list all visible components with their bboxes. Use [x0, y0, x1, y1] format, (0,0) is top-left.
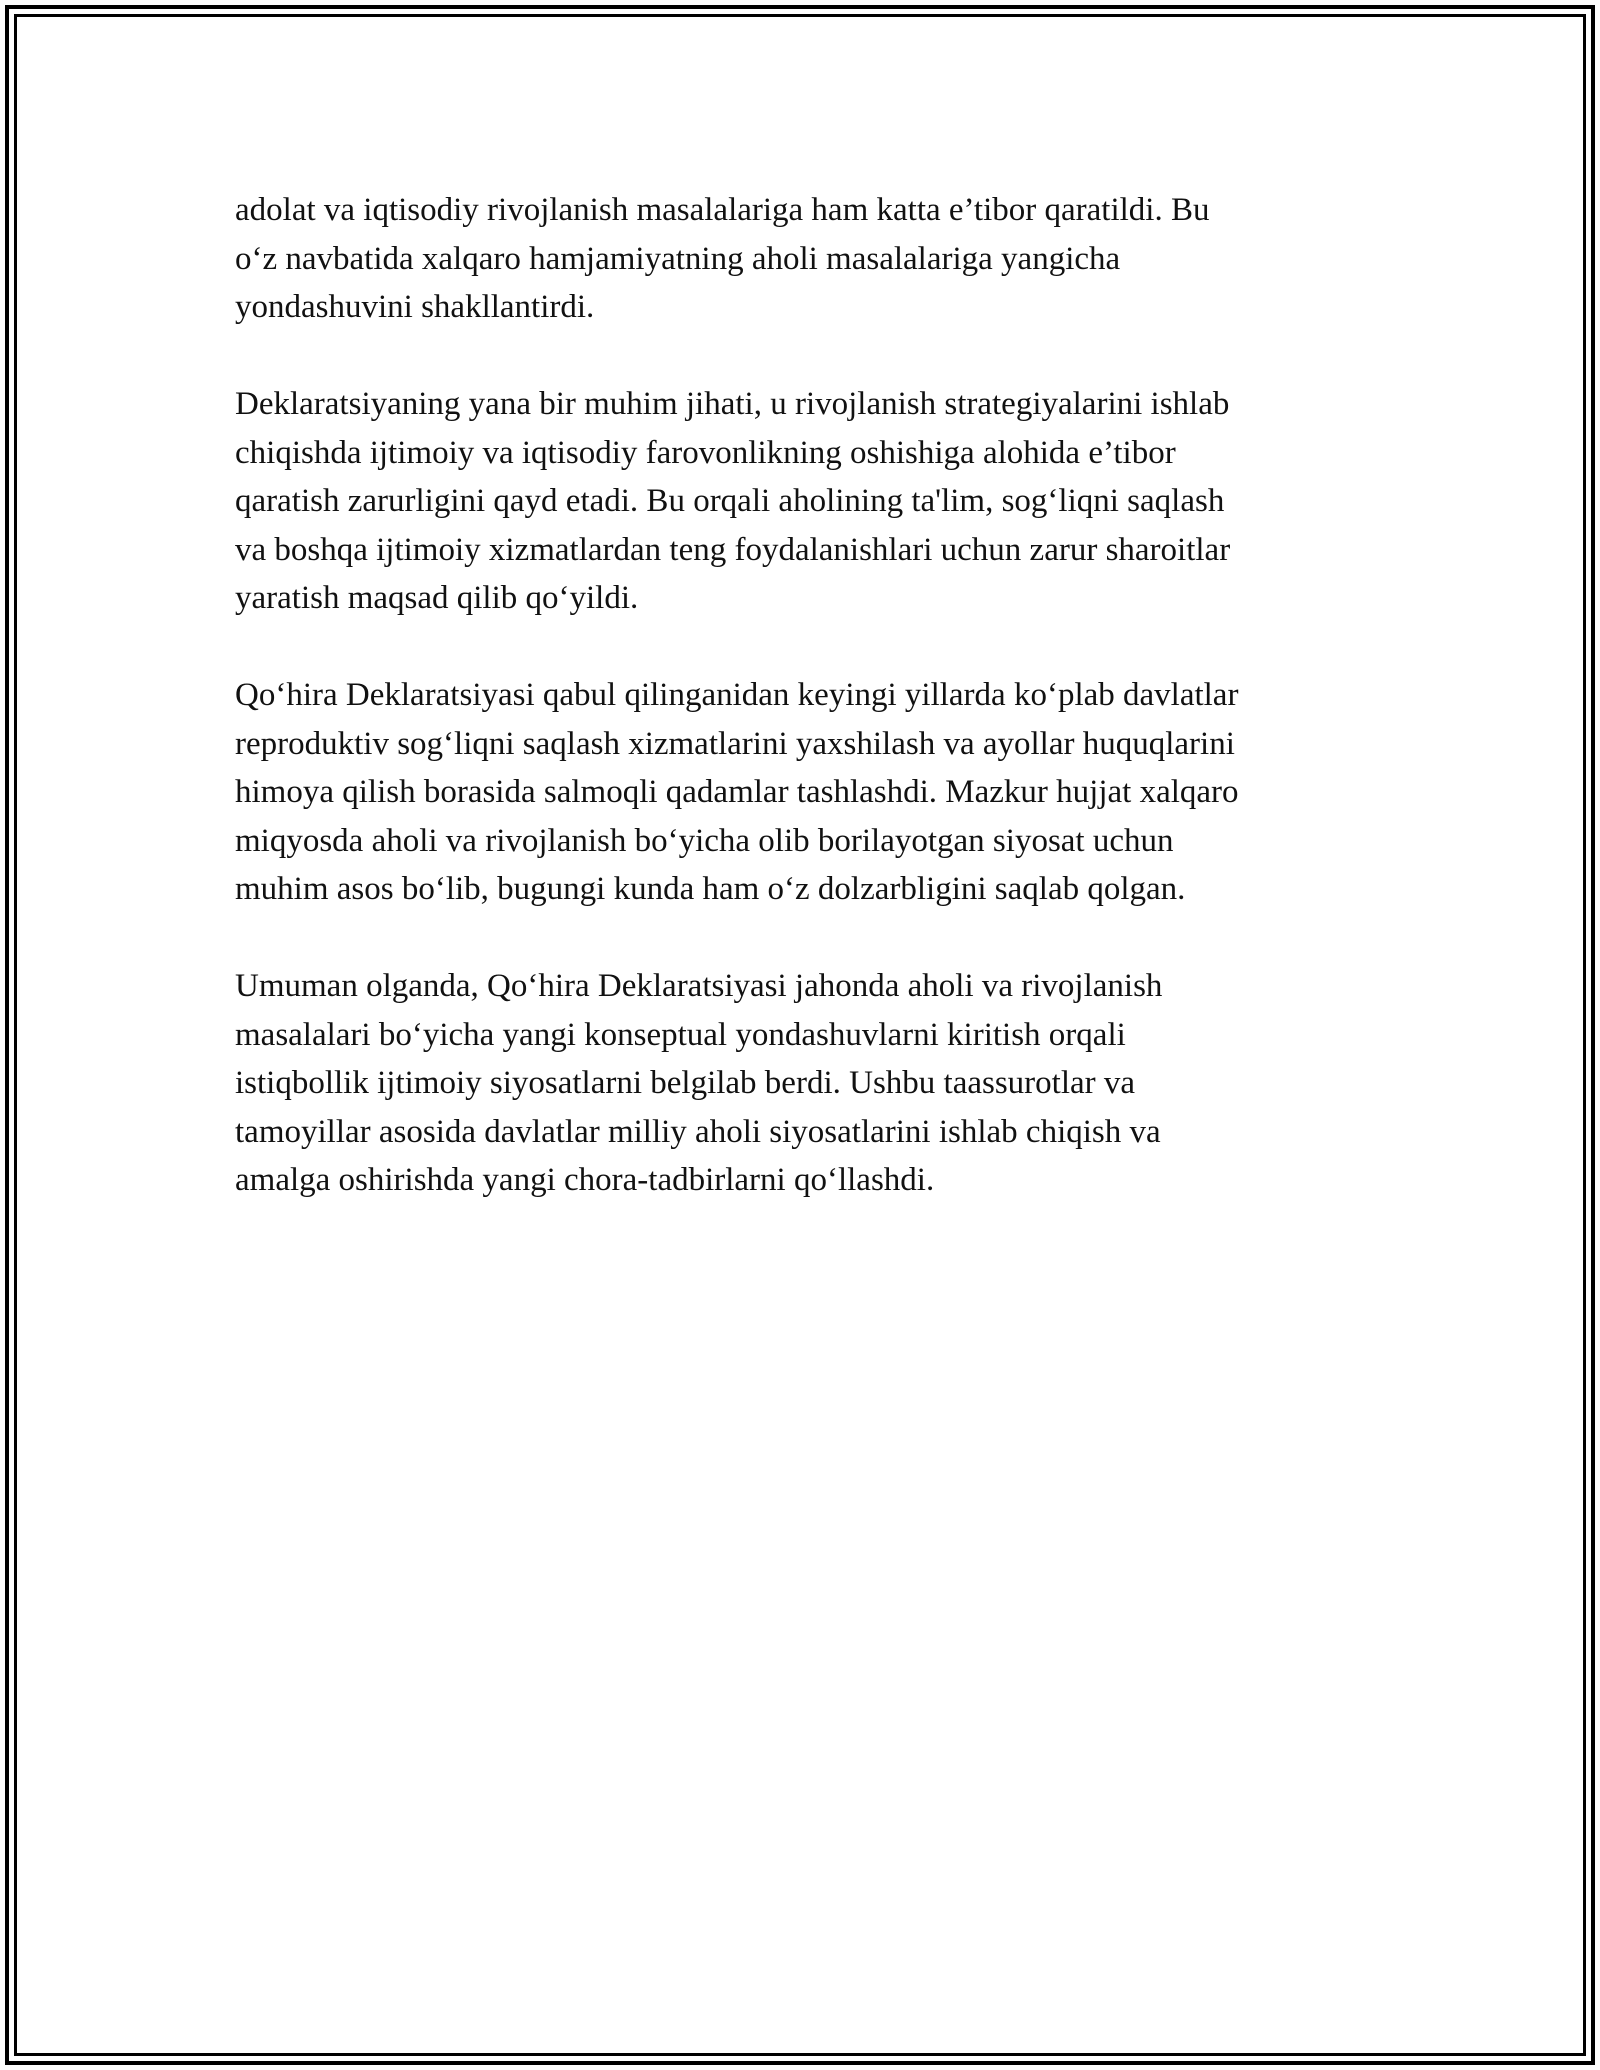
paragraph-1: adolat va iqtisodiy rivojlanish masalalariga ham katta e’tibor qaratildi. Bu o‘z navbatida xalqaro hamjamiyatning aholi masalalariga yangicha yondashuvini shakllantirdi. [235, 192, 1210, 325]
paragraph-2: Deklaratsiyaning yana bir muhim jihati, u rivojlanish strategiyalarini ishlab chiqishda ijtimoiy va iqtisodiy farovonlikning oshishiga alohida e’tibor qaratish zarurligini qayd etadi. Bu orqali aholining ta'lim, sog‘liqni saqlash va boshqa ijtimoiy xizmatlardan teng foydalanishlari uchun zarur sharoitlar yaratish maqsad qilib qo‘yildi. [235, 386, 1231, 616]
paragraph-3: Qo‘hira Deklaratsiyasi qabul qilinganidan keyingi yillarda ko‘plab davlatlar reproduktiv sog‘liqni saqlash xizmatlarini yaxshilash va ayollar huquqlarini himoya qilish borasida salmoqli qadamlar tashlashdi. Mazkur hujjat xalqaro miqyosda aholi va rivojlanish bo‘yicha olib borilayotgan siyosat uchun muhim asos bo‘lib, bugungi kunda ham o‘z dolzarbligini saqlab qolgan. [235, 677, 1239, 907]
paragraph-4: Umuman olganda, Qo‘hira Deklaratsiyasi jahonda aholi va rivojlanish masalalari bo‘yicha yangi konseptual yondashuvlarni kiritish orqali istiqbollik ijtimoiy siyosatlarni belgilab berdi. Ushbu taassurotlar va tamoyillar asosida davlatlar milliy aholi siyosatlarini ishlab chiqish va amalga oshirishda yangi chora-tadbirlarni qo‘llashdi. [235, 968, 1163, 1198]
document-body [235, 186, 1365, 1253]
